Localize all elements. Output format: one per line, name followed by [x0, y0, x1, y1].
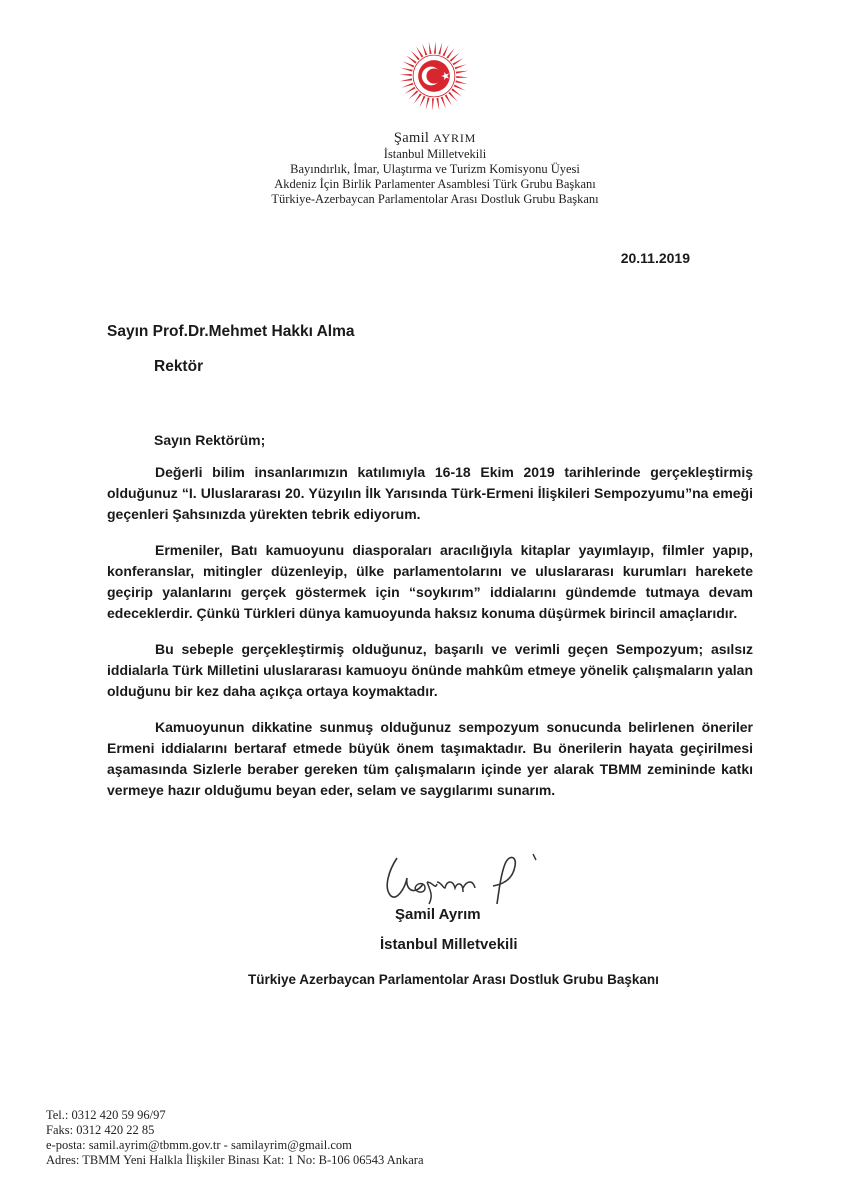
letterhead — [200, 130, 670, 207]
letterhead-position-1: Bayındırlık, İmar, Ulaştırma ve Turizm Komisyonu Üyesi — [290, 162, 580, 176]
body-paragraph-4: Kamuoyunun dikkatine sunmuş olduğunuz sempozyum sonucunda belirlenen öneriler Ermeni iddialarını bertaraf etmede büyük önem taşımaktadır. Bu önerilerin hayata geçirilmesi aşamasında Sizlerle beraber gereken tüm çalışmaların içinde yer alarak TBMM zemininde katkı vermeye hazır olduğumu beyan eder, selam ve saygılarımı sunarım. — [107, 719, 753, 798]
tbmm-emblem — [398, 40, 470, 112]
letterhead-name — [200, 130, 670, 147]
letterhead-position-3: Türkiye-Azerbaycan Parlamentolar Arası Dostluk Grubu Başkanı — [271, 192, 599, 206]
letter-body — [107, 462, 753, 816]
footer-email: e-posta: samil.ayrim@tbmm.gov.tr - samilayrim@gmail.com — [46, 1138, 352, 1152]
letterhead-role: İstanbul Milletvekili — [383, 147, 487, 161]
salutation: Sayın Rektörüm; — [154, 432, 266, 448]
signature-name: Şamil Ayrım — [395, 906, 481, 923]
body-paragraph-2: Ermeniler, Batı kamuoyunu diasporaları aracılığıyla kitaplar yayımlayıp, filmler yapıp, konferanslar, mitingler düzenleyip, ülke parlamentolarını ve uluslararası kurumları harekete geçirip yalanlarını gerçek göstermek için “soykırım” iddialarını gündemde tutmaya devam edeceklerdir. Çünkü Türkleri dünya kamuoyunda haksız konuma düşürmek birincil amaçlarıdır. — [107, 542, 753, 621]
contact-footer — [46, 1108, 424, 1168]
body-paragraph-3: Bu sebeple gerçekleştirmiş olduğunuz, başarılı ve verimli geçen Sempozyum; asılsız iddialarla Türk Milletini uluslararası kamuoyu önünde mahkûm etmeye yönelik çalışmaların yalan olduğunu bir kez daha açıkça ortaya koymaktadır. — [107, 641, 753, 699]
addressee-title: Rektör — [154, 358, 204, 375]
addressee: Sayın Prof.Dr.Mehmet Hakkı Alma — [107, 323, 355, 340]
footer-phone: Tel.: 0312 420 59 96/97 — [46, 1108, 166, 1122]
body-paragraph-1: Değerli bilim insanlarımızın katılımıyla 16-18 Ekim 2019 tarihlerinde gerçekleştirmiş olduğunuz “I. Uluslararası 20. Yüzyılın İlk Yarısında Türk-Ermeni İlişkileri Sempozyumu”na emeği geçenleri Şahsınızda yürekten tebrik ediyorum. — [107, 464, 753, 522]
letterhead-first-name: Şamil — [393, 130, 430, 146]
footer-address: Adres: TBMM Yeni Halkla İlişkiler Binası Kat: 1 No: B-106 06543 Ankara — [46, 1153, 424, 1167]
letter-date: 20.11.2019 — [620, 250, 690, 266]
letterhead-position-2: Akdeniz İçin Birlik Parlamenter Asamblesi Türk Grubu Başkanı — [274, 177, 596, 191]
letterhead-last-name: AYRIM — [433, 131, 477, 145]
handwritten-signature — [375, 848, 575, 908]
signature-group: Türkiye Azerbaycan Parlamentolar Arası Dostluk Grubu Başkanı — [248, 972, 659, 987]
footer-fax: Faks: 0312 420 22 85 — [46, 1123, 155, 1137]
signature-role: İstanbul Milletvekili — [380, 936, 518, 953]
